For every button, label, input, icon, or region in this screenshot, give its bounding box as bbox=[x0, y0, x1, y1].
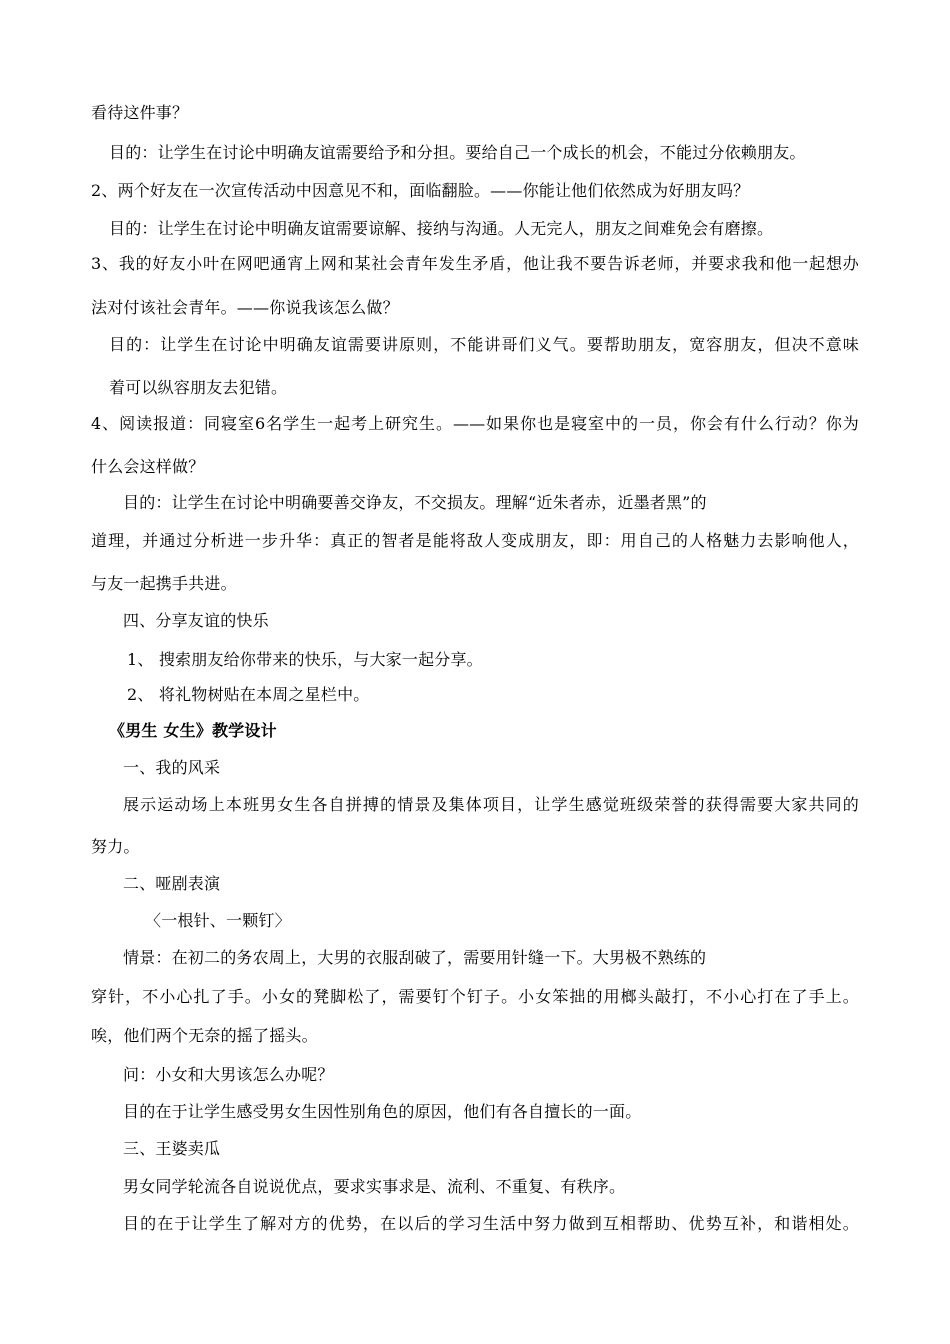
paragraph-line: 目的在于让学生感受男女生因性别角色的原因，他们有各自擅长的一面。 bbox=[123, 1102, 642, 1121]
paragraph-line: 道理，并通过分析进一步升华：真正的智者是能将敌人变成朋友，即：用自己的人格魅力去影响他人， bbox=[91, 531, 859, 550]
paragraph-line: 问：小女和大男该怎么办呢？ bbox=[123, 1065, 334, 1084]
paragraph-line: 看待这件事？ bbox=[91, 103, 189, 122]
paragraph-line: 目的：让学生在讨论中明确友谊需要谅解、接纳与沟通。人无完人，朋友之间难免会有磨擦。 bbox=[109, 219, 774, 238]
paragraph-line: 2、两个好友在一次宣传活动中因意见不和，面临翻脸。——你能让他们依然成为好朋友吗？ bbox=[91, 181, 750, 200]
section-heading: 二、哑剧表演 bbox=[123, 874, 221, 893]
paragraph-line: 展示运动场上本班男女生各自拼搏的情景及集体项目，让学生感觉班级荣誉的获得需要大家共同的 bbox=[123, 795, 859, 814]
document-title: 《男生 女生》教学设计 bbox=[109, 721, 277, 740]
paragraph-line: 目的：让学生在讨论中明确要善交诤友，不交损友。理解“近朱者赤，近墨者黑”的 bbox=[123, 493, 707, 512]
paragraph-line: 努力。 bbox=[91, 837, 140, 856]
paragraph-line: 目的：让学生在讨论中明确友谊需要讲原则，不能讲哥们义气。要帮助朋友，宽容朋友，但决不意味 bbox=[109, 335, 859, 354]
paragraph-line: 男女同学轮流各自说说优点，要求实事求是、流利、不重复、有秩序。 bbox=[123, 1177, 626, 1196]
paragraph-line: 与友一起携手共进。 bbox=[91, 574, 237, 593]
list-item: 1、 搜索朋友给你带来的快乐，与大家一起分享。 bbox=[127, 650, 483, 669]
section-heading: 一、我的风采 bbox=[123, 758, 221, 777]
paragraph-line: 唉，他们两个无奈的摇了摇头。 bbox=[91, 1026, 318, 1045]
paragraph-line: 目的在于让学生了解对方的优势，在以后的学习生活中努力做到互相帮助、优势互补，和谐相处。 bbox=[123, 1214, 859, 1233]
paragraph-line: 4、阅读报道：同寝室6名学生一起考上研究生。——如果你也是寝室中的一员，你会有什么行动？你为 bbox=[91, 414, 859, 433]
list-item: 2、 将礼物树贴在本周之星栏中。 bbox=[127, 685, 370, 704]
paragraph-line: 穿针，不小心扎了手。小女的凳脚松了，需要钉个钉子。小女笨拙的用榔头敲打，不小心打在了手上。 bbox=[91, 987, 859, 1006]
section-heading: 四、分享友谊的快乐 bbox=[123, 611, 269, 630]
paragraph-line: 目的：让学生在讨论中明确友谊需要给予和分担。要给自己一个成长的机会，不能过分依赖朋友。 bbox=[109, 143, 806, 162]
subheading: 〈一根针、一颗钉〉 bbox=[145, 911, 291, 930]
section-heading: 三、王婆卖瓜 bbox=[123, 1139, 221, 1158]
paragraph-line: 着可以纵容朋友去犯错。 bbox=[109, 378, 288, 397]
paragraph-line: 法对付该社会青年。——你说我该怎么做？ bbox=[91, 298, 399, 317]
paragraph-line: 情景：在初二的务农周上，大男的衣服刮破了，需要用针缝一下。大男极不熟练的 bbox=[123, 948, 707, 967]
paragraph-line: 什么会这样做？ bbox=[91, 457, 205, 476]
paragraph-line: 3、我的好友小叶在网吧通宵上网和某社会青年发生矛盾，他让我不要告诉老师，并要求我和他一起想办 bbox=[91, 254, 859, 273]
